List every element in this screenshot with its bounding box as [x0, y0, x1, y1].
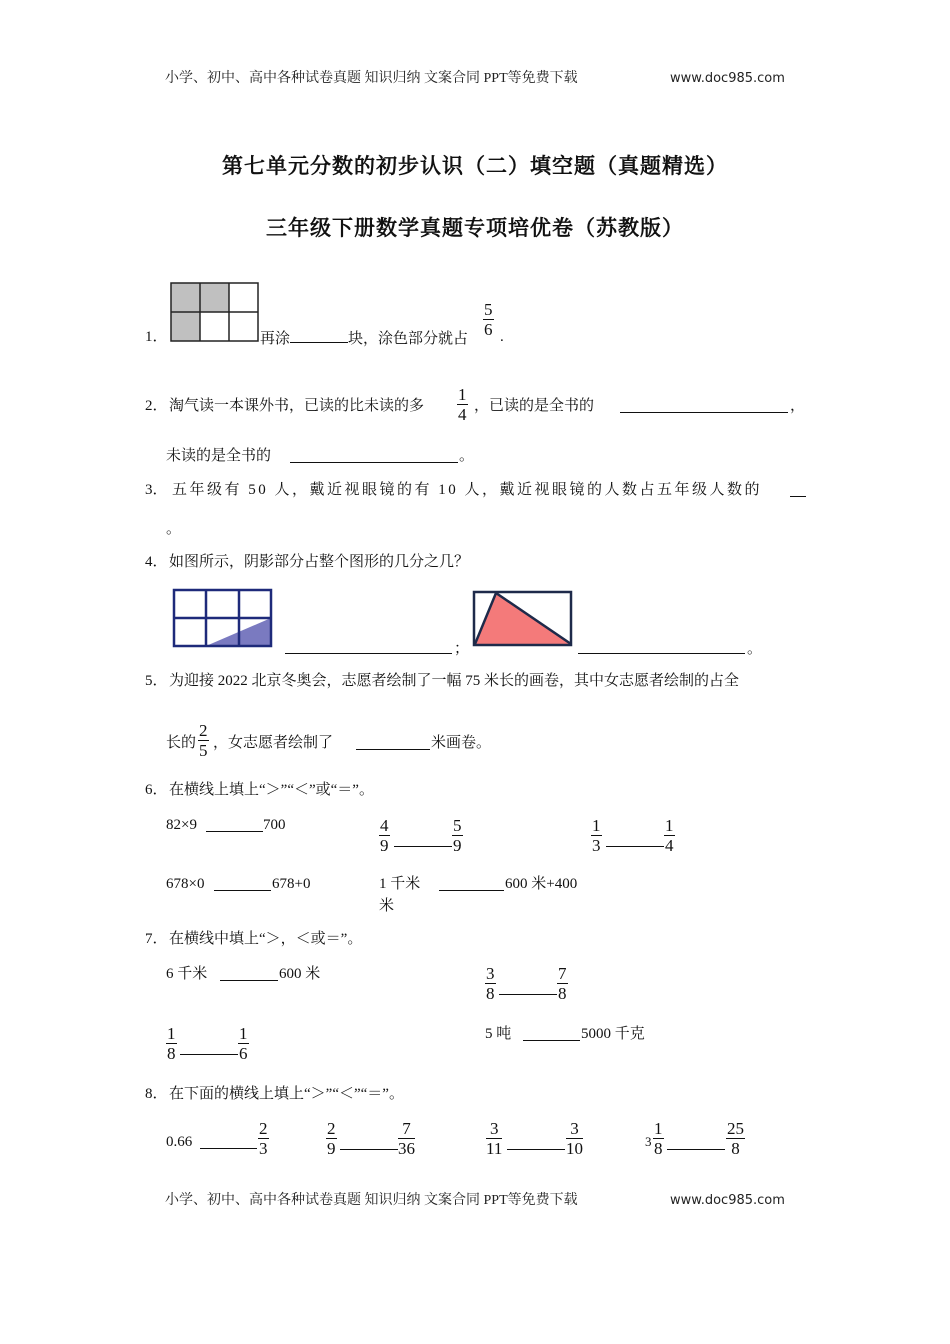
q4-number: 4． — [145, 554, 168, 570]
q8-c-frac-right — [566, 1119, 583, 1158]
denominator: 4 — [665, 836, 674, 855]
q7-text: 在横线中填上“＞，＜或＝”。 — [169, 931, 363, 947]
q7-b-frac-right — [557, 964, 568, 1003]
denominator: 9 — [327, 1139, 336, 1158]
denominator: 9 — [380, 836, 389, 855]
denominator: 3 — [592, 836, 601, 855]
numerator: 1 — [167, 1024, 176, 1043]
numerator: 5 — [453, 816, 462, 835]
numerator: 3 — [566, 1119, 583, 1139]
q7-d-left: 5 吨 — [485, 1026, 512, 1042]
q7-a-right: 600 米 — [279, 966, 321, 982]
q7-a-blank[interactable] — [220, 980, 278, 981]
numerator: 7 — [398, 1119, 415, 1139]
numerator: 5 — [484, 300, 493, 319]
q2-text-c: 未读的是全书的 — [166, 448, 272, 464]
q1-text-b: 块，涂色部分就占 — [348, 331, 469, 347]
q8-c-frac-left — [486, 1119, 502, 1158]
q5-answer-blank[interactable] — [356, 749, 430, 750]
q3-text: 五年级有 50 人，戴近视眼镜的有 10 人，戴近视眼镜的人数占五年级人数的 — [172, 482, 763, 498]
numerator: 1 — [239, 1024, 248, 1043]
q1-text-a: 再涂 — [260, 331, 291, 347]
denominator: 8 — [558, 984, 567, 1003]
q8-a-blank[interactable] — [200, 1148, 257, 1149]
numerator: 1 — [592, 816, 601, 835]
denominator: 36 — [398, 1139, 415, 1158]
q6-a-left: 82×9 — [166, 817, 197, 833]
denominator: 8 — [486, 984, 495, 1003]
q3-number: 3． — [145, 482, 168, 498]
q4-figure-triangle — [472, 590, 574, 648]
q6-d-right: 678+0 — [272, 876, 311, 892]
footer-site: www.doc985.com — [670, 1193, 785, 1208]
q6-e-blank[interactable] — [439, 890, 504, 891]
q8-c-blank[interactable] — [507, 1149, 565, 1150]
q2-fraction — [457, 385, 468, 424]
q3-answer-blank[interactable] — [790, 496, 806, 497]
q6-b-frac-left — [379, 816, 390, 855]
q7-number: 7． — [145, 931, 168, 947]
q8-b-blank[interactable] — [340, 1149, 398, 1150]
q8-a-left: 0.66 — [166, 1134, 193, 1150]
header-text: 小学、初中、高中各种试卷真题 知识归纳 文案合同 PPT等免费下载 — [165, 71, 578, 86]
denominator: 5 — [199, 741, 208, 760]
q7-d-blank[interactable] — [523, 1040, 580, 1041]
q5-number: 5． — [145, 673, 168, 689]
q6-e-left: 1 千米 — [379, 876, 421, 892]
q7-a-left: 6 千米 — [166, 966, 208, 982]
numerator: 3 — [486, 964, 495, 983]
q5-text-a: 为迎接 2022 北京冬奥会，志愿者绘制了一幅 75 米长的画卷，其中女志愿者绘制的占全 — [169, 673, 740, 689]
q7-b-frac-left — [485, 964, 496, 1003]
q2-text-a: 淘气读一本课外书，已读的比未读的多 — [169, 398, 425, 414]
q2-answer-blank-2[interactable] — [290, 462, 458, 463]
denominator: 9 — [453, 836, 462, 855]
denominator: 6 — [239, 1044, 248, 1063]
numerator: 4 — [380, 816, 389, 835]
q6-e-right-unit: 米 — [379, 898, 395, 914]
numerator: 7 — [558, 964, 567, 983]
q8-d-blank[interactable] — [667, 1149, 725, 1150]
q8-d-whole: 3 — [645, 1134, 652, 1149]
q6-b-blank[interactable] — [394, 846, 452, 847]
q2-answer-blank-1[interactable] — [620, 412, 788, 413]
numerator: 1 — [665, 816, 674, 835]
q7-d-right: 5000 千克 — [581, 1026, 645, 1042]
header-site: www.doc985.com — [670, 71, 785, 86]
q3-end: 。 — [166, 521, 182, 537]
q6-c-frac-right — [664, 816, 675, 855]
q5-text-b: 长的 — [166, 735, 197, 751]
numerator: 2 — [259, 1119, 268, 1138]
q6-b-frac-right — [452, 816, 463, 855]
q5-text-d: 米画卷。 — [431, 735, 492, 751]
q4-figure-grid-shaded — [172, 588, 274, 650]
q4-separator: ； — [454, 641, 470, 657]
denominator: 4 — [458, 405, 467, 424]
q4-answer-blank-1[interactable] — [285, 653, 452, 654]
q8-text: 在下面的横线上填上“＞”“＜”“＝”。 — [169, 1086, 404, 1102]
denominator: 8 — [731, 1139, 740, 1158]
q1-grid-figure — [170, 282, 260, 342]
denominator: 3 — [259, 1139, 268, 1158]
denominator: 10 — [566, 1139, 583, 1158]
q6-a-blank[interactable] — [206, 831, 263, 832]
q7-c-frac-right — [238, 1024, 249, 1063]
q2-end: 。 — [459, 448, 475, 464]
q8-a-frac — [258, 1119, 269, 1158]
q7-c-frac-left — [166, 1024, 177, 1063]
q8-b-frac-right — [398, 1119, 415, 1158]
q6-a-right: 700 — [263, 817, 286, 833]
q6-c-blank[interactable] — [606, 846, 664, 847]
denominator: 8 — [654, 1139, 663, 1158]
q4-answer-blank-2[interactable] — [578, 653, 745, 654]
q5-fraction — [198, 721, 209, 760]
q6-number: 6． — [145, 782, 168, 798]
q4-end: 。 — [747, 641, 763, 657]
q2-comma: ， — [790, 398, 806, 414]
numerator: 2 — [327, 1119, 336, 1138]
q5-text-c: ，女志愿者绘制了 — [213, 735, 334, 751]
q6-d-left: 678×0 — [166, 876, 205, 892]
q7-b-blank[interactable] — [499, 994, 557, 995]
q1-number: 1． — [145, 329, 168, 345]
numerator: 1 — [654, 1119, 663, 1138]
q6-d-blank[interactable] — [214, 890, 271, 891]
numerator: 1 — [458, 385, 467, 404]
title-sub: 三年级下册数学真题专项培优卷（苏教版） — [266, 216, 684, 240]
q8-b-frac-left — [326, 1119, 337, 1158]
q1-fraction — [483, 300, 494, 339]
q2-text-b: ，已读的是全书的 — [474, 398, 595, 414]
q4-text: 如图所示，阴影部分占整个图形的几分之几？ — [169, 554, 470, 570]
denominator: 8 — [167, 1044, 176, 1063]
q6-e-right: 600 米+400 — [505, 876, 578, 892]
footer-text: 小学、初中、高中各种试卷真题 知识归纳 文案合同 PPT等免费下载 — [165, 1193, 578, 1208]
q1-answer-blank[interactable] — [290, 328, 348, 343]
q8-number: 8． — [145, 1086, 168, 1102]
numerator: 3 — [486, 1119, 502, 1139]
numerator: 25 — [727, 1119, 744, 1138]
denominator: 6 — [484, 320, 493, 339]
q6-text: 在横线上填上“＞”“＜”或“＝”。 — [169, 782, 374, 798]
numerator: 2 — [199, 721, 208, 740]
q2-number: 2． — [145, 398, 168, 414]
q6-c-frac-left — [591, 816, 602, 855]
denominator: 11 — [486, 1139, 503, 1158]
q1-text — [260, 328, 468, 348]
q8-d-frac-left — [653, 1119, 664, 1158]
q1-end: . — [500, 329, 504, 345]
title-main: 第七单元分数的初步认识（二）填空题（真题精选） — [222, 154, 728, 178]
q8-d-frac-right — [726, 1119, 745, 1158]
q7-c-blank[interactable] — [180, 1054, 238, 1055]
